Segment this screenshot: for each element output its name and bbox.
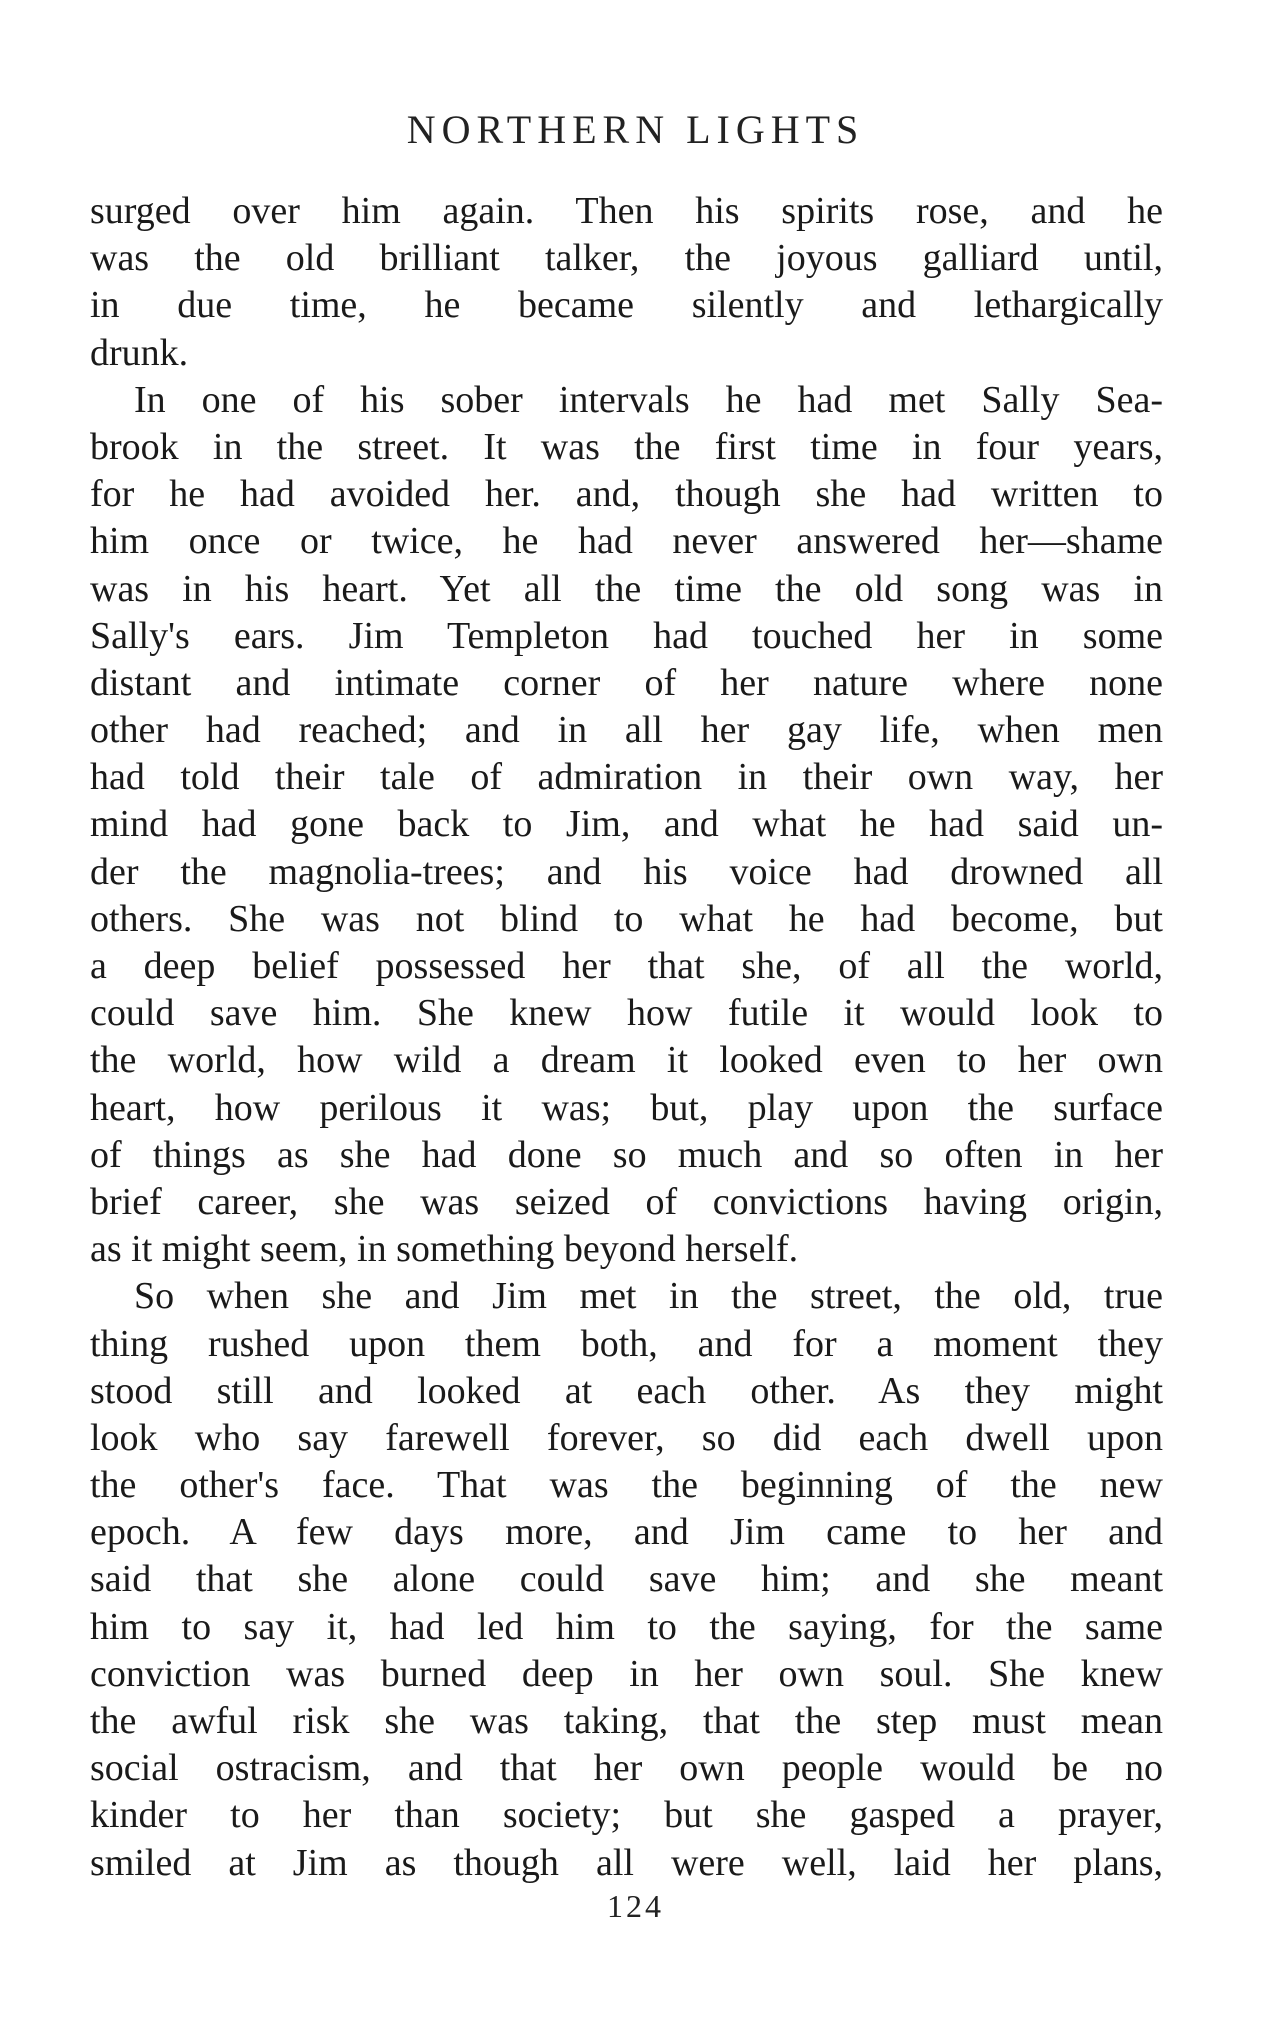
text-line: stood still and looked at each other. As they might: [90, 1369, 1163, 1412]
text-line: distant and intimate corner of her nature where none: [90, 661, 1163, 704]
text-line: conviction was burned deep in her own soul. She knew: [90, 1652, 1163, 1695]
text-line: for he had avoided her. and, though she had written to: [90, 473, 1163, 516]
text-line: was the old brilliant talker, the joyous galliard until,: [90, 237, 1163, 280]
text-line: surged over him again. Then his spirits rose, and he: [90, 190, 1163, 232]
text-line: of things as she had done so much and so often in her: [90, 1133, 1163, 1176]
text-line: a deep belief possessed her that she, of all the world,: [90, 945, 1163, 987]
text-line: brief career, she was seized of convictions having origin,: [90, 1180, 1163, 1223]
running-head: NORTHERN LIGHTS: [406, 107, 865, 152]
text-line: kinder to her than society; but she gasped a prayer,: [90, 1794, 1163, 1837]
text-line: thing rushed upon them both, and for a moment they: [90, 1322, 1163, 1365]
page-number: 124: [607, 1888, 664, 1924]
text-line: the other's face. That was the beginning of the new: [90, 1464, 1163, 1507]
text-line: was in his heart. Yet all the time the old song was in: [90, 567, 1163, 610]
text-line: other had reached; and in all her gay life, when men: [90, 709, 1163, 752]
text-line: smiled at Jim as though all were well, laid her plans,: [90, 1841, 1163, 1884]
text-line: brook in the street. It was the first time in four years,: [90, 425, 1163, 468]
text-line: mind had gone back to Jim, and what he had said un-: [90, 803, 1163, 846]
text-line: others. She was not blind to what he had become, but: [90, 897, 1163, 940]
text-line: had told their tale of admiration in their own way, her: [90, 756, 1163, 799]
text-line: the awful risk she was taking, that the step must mean: [90, 1700, 1163, 1742]
text-line: could save him. She knew how futile it would look to: [90, 992, 1163, 1035]
text-line: the world, how wild a dream it looked even to her own: [90, 1039, 1163, 1082]
text-line: him to say it, had led him to the saying, for the same: [90, 1605, 1163, 1648]
text-line: der the magnolia-trees; and his voice had drowned all: [90, 850, 1163, 893]
text-line: in due time, he became silently and lethargically: [90, 284, 1163, 327]
text-line: said that she alone could save him; and she meant: [90, 1558, 1163, 1601]
text-line: social ostracism, and that her own people would be no: [90, 1747, 1163, 1790]
text-line: epoch. A few days more, and Jim came to her and: [90, 1511, 1163, 1554]
text-line: Sally's ears. Jim Templeton had touched her in some: [90, 614, 1163, 657]
text-line: look who say farewell forever, so did each dwell upon: [90, 1416, 1163, 1459]
text-line: drunk.: [90, 331, 189, 374]
body-text: [90, 188, 1163, 1887]
text-line: heart, how perilous it was; but, play upon the surface: [90, 1086, 1163, 1129]
text-line: as it might seem, in something beyond herself.: [90, 1228, 799, 1271]
text-line: him once or twice, he had never answered her—shame: [90, 520, 1163, 563]
text-line: In one of his sober intervals he had met Sally Sea-: [134, 378, 1163, 421]
text-line: So when she and Jim met in the street, the old, true: [134, 1275, 1163, 1318]
